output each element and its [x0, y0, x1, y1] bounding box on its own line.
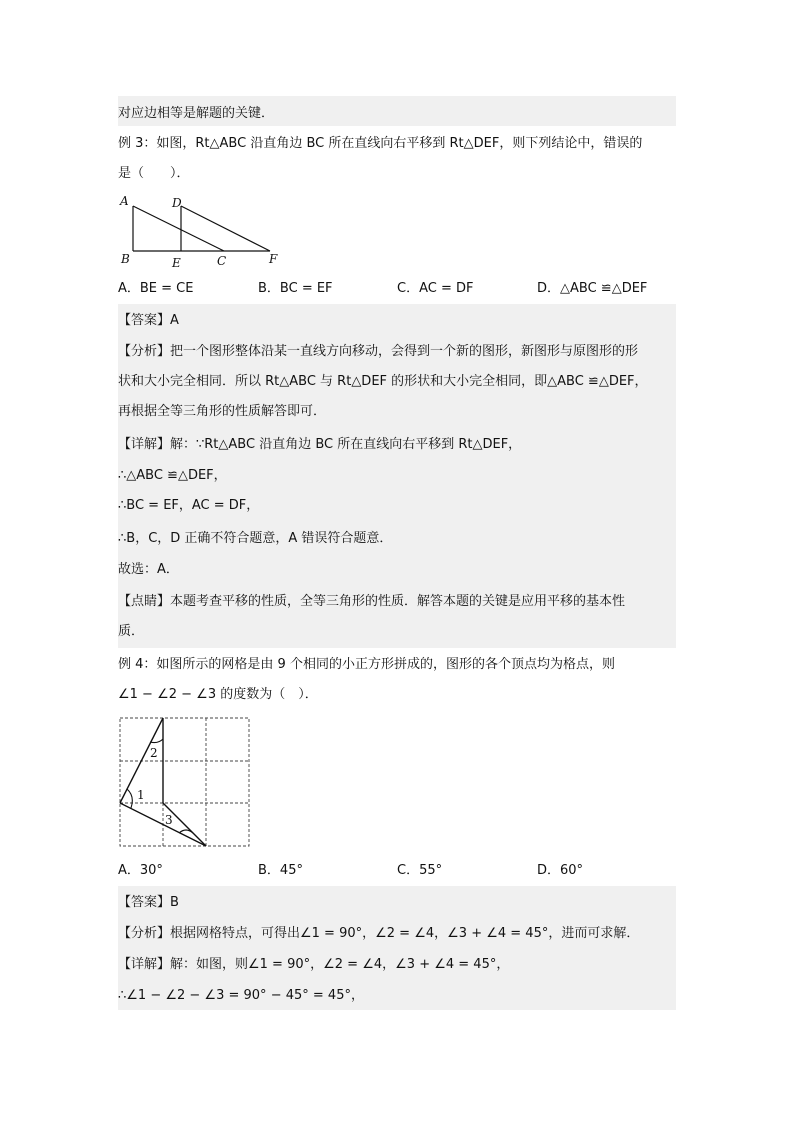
ex3-answer: 【答案】A: [118, 313, 179, 328]
label-A: A: [120, 194, 129, 208]
ex3-option-b[interactable]: B．BC = EF: [258, 281, 333, 296]
ex4-answer: 【答案】B: [118, 895, 179, 910]
ex4-analysis: 【分析】根据网格特点，可得出∠1 = 90°，∠2 = ∠4，∠3 + ∠4 = 45°，进而可求解．: [118, 926, 640, 941]
ex3-analysis-line-1: 【分析】把一个图形整体沿某一直线方向移动，会得到一个新的图形，新图形与原图形的形: [118, 344, 639, 359]
angle-arcs: [127, 739, 193, 833]
ex3-question-line-1: 例 3：如图，Rt△ABC 沿直角边 BC 所在直线向右平移到 Rt△DEF，则下列结论中，错误的: [118, 136, 643, 151]
ex3-detail-line-2: ∴△ABC ≌△DEF，: [118, 468, 227, 483]
angle-label-2: 2: [150, 746, 158, 760]
label-E: E: [172, 256, 181, 270]
ex3-option-d[interactable]: D．△ABC ≌△DEF: [537, 281, 648, 296]
ex3-detail-line-5: 故选：A．: [118, 562, 179, 577]
grid-lines: [120, 718, 249, 846]
ex3-point-line-1: 【点睛】本题考查平移的性质，全等三角形的性质．解答本题的关键是应用平移的基本性: [118, 594, 626, 609]
intro-line: 对应边相等是解题的关键．: [118, 106, 275, 121]
label-F: F: [269, 252, 278, 266]
ex3-option-c[interactable]: C．AC = DF: [397, 281, 474, 296]
label-D: D: [172, 196, 182, 210]
ex3-detail-line-1: 【详解】解：∵Rt△ABC 沿直角边 BC 所在直线向右平移到 Rt△DEF，: [118, 437, 522, 452]
ex4-detail-line-1: 【详解】解：如图，则∠1 = 90°，∠2 = ∠4，∠3 + ∠4 = 45°，: [118, 957, 510, 972]
angle-label-3: 3: [165, 813, 173, 827]
angle-label-1: 1: [137, 788, 145, 802]
ex3-detail-line-4: ∴B，C，D 正确不符合题意，A 错误符合题意．: [118, 531, 393, 546]
label-B: B: [121, 252, 130, 266]
ex4-option-a[interactable]: A．30°: [118, 863, 163, 878]
ex4-option-b[interactable]: B．45°: [258, 863, 303, 878]
label-C: C: [217, 254, 227, 268]
ex4-question-line-2: ∠1 − ∠2 − ∠3 的度数为（ ）．: [118, 687, 318, 702]
ex3-question-line-2: 是（ ）．: [118, 166, 190, 181]
ex4-detail-line-2: ∴∠1 − ∠2 − ∠3 = 90° − 45° = 45°，: [118, 988, 364, 1003]
ex3-detail-line-3: ∴BC = EF，AC = DF，: [118, 498, 260, 513]
ex4-question-line-1: 例 4：如图所示的网格是由 9 个相同的小正方形拼成的，图形的各个顶点均为格点，则: [118, 657, 615, 672]
ex4-option-d[interactable]: D．60°: [537, 863, 584, 878]
ex3-point-line-2: 质．: [118, 624, 145, 639]
figure-lines: [120, 718, 206, 846]
ex3-option-a[interactable]: A．BE = CE: [118, 281, 194, 296]
ex3-analysis-line-2: 状和大小完全相同．所以 Rt△ABC 与 Rt△DEF 的形状和大小完全相同，即△ABC ≌△DEF，: [118, 374, 648, 389]
ex3-analysis-line-3: 再根据全等三角形的性质解答即可．: [118, 404, 327, 419]
ex4-option-c[interactable]: C．55°: [397, 863, 443, 878]
